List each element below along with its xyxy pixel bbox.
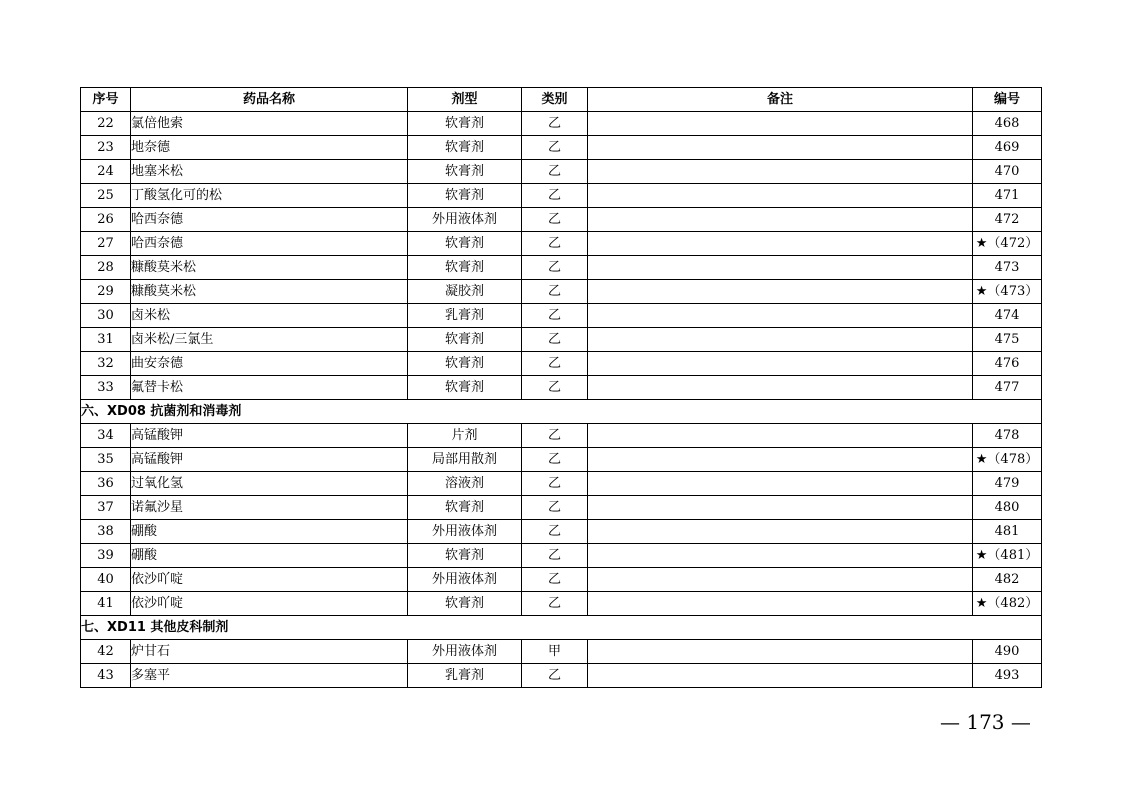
cell-remark [588,664,973,688]
cell-remark [588,520,973,544]
table-row [81,496,1042,520]
cell-remark [588,232,973,256]
cell-dosage-form: 外用液体剂 [408,640,522,664]
table-row [81,280,1042,304]
cell-dosage-form: 乳膏剂 [408,664,522,688]
table-row [81,208,1042,232]
cell-category: 乙 [522,232,588,256]
table-row [81,304,1042,328]
cell-remark [588,112,973,136]
cell-drug-name: 诺氟沙星 [131,496,408,520]
table-row [81,376,1042,400]
cell-category: 乙 [522,112,588,136]
table-row [81,112,1042,136]
cell-drug-name: 依沙吖啶 [131,592,408,616]
cell-drug-name: 高锰酸钾 [131,424,408,448]
header-no: 序号 [81,88,131,112]
cell-category: 乙 [522,544,588,568]
cell-code: ★（478） [973,448,1042,472]
cell-no: 24 [81,160,131,184]
cell-remark [588,328,973,352]
cell-no: 41 [81,592,131,616]
cell-dosage-form: 乳膏剂 [408,304,522,328]
cell-dosage-form: 软膏剂 [408,256,522,280]
cell-code: 475 [973,328,1042,352]
cell-remark [588,496,973,520]
cell-drug-name: 高锰酸钾 [131,448,408,472]
cell-category: 乙 [522,448,588,472]
table-row [81,664,1042,688]
cell-drug-name: 硼酸 [131,520,408,544]
cell-remark [588,544,973,568]
cell-category: 乙 [522,568,588,592]
cell-category: 乙 [522,520,588,544]
cell-dosage-form: 溶液剂 [408,472,522,496]
cell-dosage-form: 软膏剂 [408,592,522,616]
cell-no: 43 [81,664,131,688]
cell-remark [588,136,973,160]
cell-remark [588,208,973,232]
cell-no: 32 [81,352,131,376]
cell-code: 478 [973,424,1042,448]
cell-code: ★（473） [973,280,1042,304]
table-row [81,472,1042,496]
cell-category: 乙 [522,160,588,184]
cell-drug-name: 卤米松/三氯生 [131,328,408,352]
cell-no: 35 [81,448,131,472]
cell-dosage-form: 软膏剂 [408,328,522,352]
cell-code: 472 [973,208,1042,232]
cell-no: 25 [81,184,131,208]
cell-no: 40 [81,568,131,592]
cell-code: 469 [973,136,1042,160]
section-row [81,616,1042,640]
cell-code: 477 [973,376,1042,400]
cell-no: 33 [81,376,131,400]
cell-no: 28 [81,256,131,280]
cell-no: 34 [81,424,131,448]
cell-drug-name: 依沙吖啶 [131,568,408,592]
cell-code: 471 [973,184,1042,208]
cell-no: 37 [81,496,131,520]
table-row [81,520,1042,544]
cell-remark [588,472,973,496]
section-title: 六、XD08 抗菌剂和消毒剂 [81,400,1042,424]
cell-drug-name: 炉甘石 [131,640,408,664]
cell-code: 470 [973,160,1042,184]
cell-remark [588,376,973,400]
cell-dosage-form: 软膏剂 [408,136,522,160]
cell-remark [588,280,973,304]
cell-remark [588,592,973,616]
cell-code: 476 [973,352,1042,376]
cell-dosage-form: 软膏剂 [408,496,522,520]
cell-dosage-form: 片剂 [408,424,522,448]
cell-no: 36 [81,472,131,496]
cell-category: 甲 [522,640,588,664]
cell-no: 27 [81,232,131,256]
cell-code: 468 [973,112,1042,136]
cell-category: 乙 [522,592,588,616]
table-row [81,640,1042,664]
cell-dosage-form: 软膏剂 [408,184,522,208]
cell-category: 乙 [522,184,588,208]
table-row [81,136,1042,160]
header-drug-name: 药品名称 [131,88,408,112]
cell-remark [588,352,973,376]
cell-remark [588,568,973,592]
cell-code: 473 [973,256,1042,280]
cell-drug-name: 硼酸 [131,544,408,568]
table-row [81,448,1042,472]
cell-no: 26 [81,208,131,232]
drug-table [80,87,1042,688]
table-row [81,544,1042,568]
cell-no: 38 [81,520,131,544]
cell-drug-name: 哈西奈德 [131,232,408,256]
cell-category: 乙 [522,256,588,280]
table-row [81,160,1042,184]
cell-code: 493 [973,664,1042,688]
cell-dosage-form: 局部用散剂 [408,448,522,472]
cell-category: 乙 [522,280,588,304]
cell-category: 乙 [522,424,588,448]
table-header-row [81,88,1042,112]
header-category: 类别 [522,88,588,112]
table-row [81,232,1042,256]
cell-no: 42 [81,640,131,664]
header-remark: 备注 [588,88,973,112]
cell-code: 481 [973,520,1042,544]
cell-category: 乙 [522,136,588,160]
cell-drug-name: 曲安奈德 [131,352,408,376]
cell-code: ★（472） [973,232,1042,256]
cell-code: ★（482） [973,592,1042,616]
cell-drug-name: 地奈德 [131,136,408,160]
cell-category: 乙 [522,472,588,496]
table-row [81,352,1042,376]
cell-category: 乙 [522,352,588,376]
cell-drug-name: 氟替卡松 [131,376,408,400]
cell-no: 23 [81,136,131,160]
cell-dosage-form: 外用液体剂 [408,208,522,232]
cell-remark [588,448,973,472]
cell-remark [588,304,973,328]
cell-category: 乙 [522,208,588,232]
table-row [81,592,1042,616]
cell-code: 490 [973,640,1042,664]
cell-dosage-form: 软膏剂 [408,232,522,256]
section-row [81,400,1042,424]
cell-dosage-form: 软膏剂 [408,160,522,184]
header-dosage-form: 剂型 [408,88,522,112]
cell-remark [588,160,973,184]
section-title: 七、XD11 其他皮科制剂 [81,616,1042,640]
cell-drug-name: 卤米松 [131,304,408,328]
cell-code: ★（481） [973,544,1042,568]
cell-dosage-form: 软膏剂 [408,352,522,376]
cell-code: 479 [973,472,1042,496]
cell-dosage-form: 外用液体剂 [408,520,522,544]
cell-dosage-form: 外用液体剂 [408,568,522,592]
cell-no: 31 [81,328,131,352]
cell-drug-name: 糠酸莫米松 [131,280,408,304]
cell-drug-name: 过氧化氢 [131,472,408,496]
cell-drug-name: 氯倍他索 [131,112,408,136]
cell-drug-name: 糠酸莫米松 [131,256,408,280]
cell-dosage-form: 软膏剂 [408,544,522,568]
table-row [81,568,1042,592]
cell-remark [588,184,973,208]
cell-drug-name: 丁酸氢化可的松 [131,184,408,208]
cell-dosage-form: 软膏剂 [408,376,522,400]
cell-code: 482 [973,568,1042,592]
cell-remark [588,256,973,280]
cell-drug-name: 多塞平 [131,664,408,688]
cell-code: 480 [973,496,1042,520]
cell-code: 474 [973,304,1042,328]
cell-no: 22 [81,112,131,136]
table-row [81,328,1042,352]
page-number: — 173 — [940,710,1031,734]
cell-category: 乙 [522,496,588,520]
cell-category: 乙 [522,304,588,328]
cell-remark [588,640,973,664]
cell-drug-name: 哈西奈德 [131,208,408,232]
cell-no: 39 [81,544,131,568]
cell-no: 30 [81,304,131,328]
cell-category: 乙 [522,328,588,352]
cell-category: 乙 [522,664,588,688]
table-row [81,424,1042,448]
table-body [81,112,1042,688]
cell-remark [588,424,973,448]
cell-dosage-form: 凝胶剂 [408,280,522,304]
table-row [81,184,1042,208]
cell-drug-name: 地塞米松 [131,160,408,184]
cell-dosage-form: 软膏剂 [408,112,522,136]
table-row [81,256,1042,280]
cell-no: 29 [81,280,131,304]
cell-category: 乙 [522,376,588,400]
header-code: 编号 [973,88,1042,112]
